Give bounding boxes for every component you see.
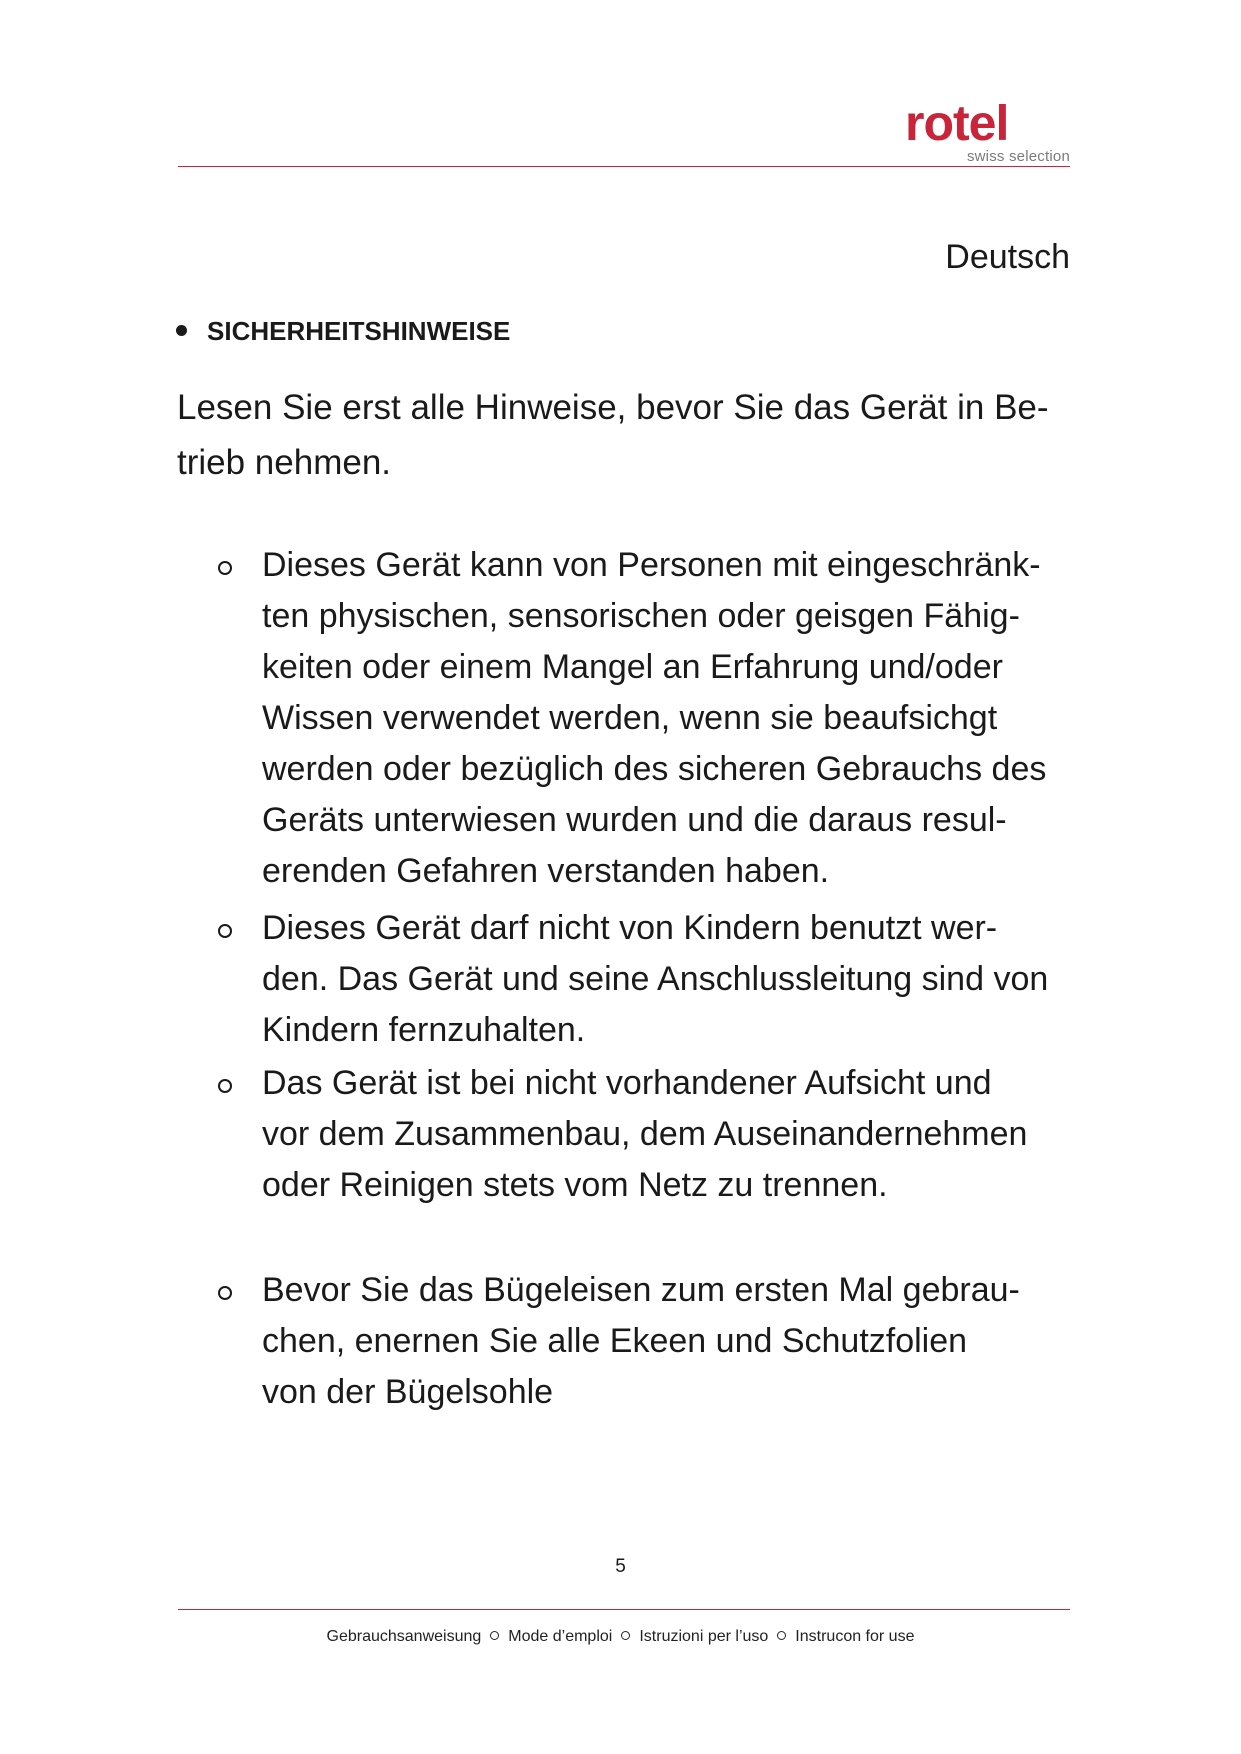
footer bbox=[0, 1628, 1241, 1646]
header-divider bbox=[178, 166, 1070, 167]
list-item-line: chen, enernen Sie alle Ekeen und Schutzfolien bbox=[262, 1322, 968, 1360]
footer-item: Istruzioni per l’uso bbox=[639, 1628, 769, 1645]
footer-item: Gebrauchsanweisung bbox=[326, 1628, 482, 1645]
footer-item: Mode d’emploi bbox=[508, 1628, 613, 1645]
list-item-text bbox=[262, 1058, 1027, 1211]
list-item-line: werden oder bezüglich des sicheren Gebrauchs des bbox=[262, 750, 1047, 788]
intro-line: trieb nehmen. bbox=[177, 443, 392, 482]
circle-separator-icon bbox=[777, 1631, 786, 1640]
list-item-line: oder Reinigen stets vom Netz zu trennen. bbox=[262, 1166, 888, 1204]
list-item-text bbox=[262, 903, 1048, 1056]
section-heading-text: SICHERHEITSHINWEISE bbox=[207, 316, 511, 346]
list-item-text bbox=[262, 540, 1046, 897]
rotel-logo bbox=[905, 104, 1070, 166]
list-item-line: Das Gerät ist bei nicht vorhandener Aufsicht und bbox=[262, 1064, 992, 1102]
logo-wordmark bbox=[905, 104, 1070, 148]
list-item-line: Dieses Gerät kann von Personen mit eingeschränk- bbox=[262, 546, 1041, 584]
list-item-line: den. Das Gerät und seine Anschlussleitung sind von bbox=[262, 960, 1049, 998]
list-item-line: von der Bügelsohle bbox=[262, 1373, 554, 1411]
language-label: Deutsch bbox=[945, 238, 1070, 276]
circle-bullet-icon bbox=[218, 561, 232, 575]
list-item-line: keiten oder einem Mangel an Erfahrung und/oder bbox=[262, 648, 1003, 686]
circle-bullet-icon bbox=[218, 1286, 232, 1300]
list-item-text bbox=[262, 1265, 1020, 1418]
circle-separator-icon bbox=[621, 1631, 630, 1640]
footer-item: Instrucon for use bbox=[795, 1628, 915, 1645]
list-item-line: Wissen verwendet werden, wenn sie beaufsichgt bbox=[262, 699, 998, 737]
circle-bullet-icon bbox=[218, 924, 232, 938]
circle-bullet-icon bbox=[218, 1079, 232, 1093]
section-heading bbox=[176, 316, 510, 347]
page-number: 5 bbox=[615, 1556, 626, 1577]
list-item-line: Bevor Sie das Bügeleisen zum ersten Mal gebrau- bbox=[262, 1271, 1020, 1309]
logo-subtitle: swiss selection bbox=[966, 148, 1070, 165]
list-item-line: Kindern fernzuhalten. bbox=[262, 1011, 586, 1049]
list-item-line: vor dem Zusammenbau, dem Auseinandernehmen bbox=[262, 1115, 1028, 1153]
list-item-line: Dieses Gerät darf nicht von Kindern benutzt wer- bbox=[262, 909, 998, 947]
intro-paragraph bbox=[177, 380, 1077, 490]
list-item-line: erenden Gefahren verstanden haben. bbox=[262, 852, 830, 890]
circle-separator-icon bbox=[490, 1631, 499, 1640]
intro-line: Lesen Sie erst alle Hinweise, bevor Sie das Gerät in Be- bbox=[177, 388, 1049, 427]
list-item-line: ten physischen, sensorischen oder geisgen Fähig- bbox=[262, 597, 1020, 635]
logo-wordmark-text: rotel bbox=[905, 104, 1009, 148]
footer-divider bbox=[178, 1609, 1070, 1610]
bullet-icon bbox=[176, 325, 187, 336]
list-item-line: Geräts unterwiesen wurden und die daraus resul- bbox=[262, 801, 1007, 839]
